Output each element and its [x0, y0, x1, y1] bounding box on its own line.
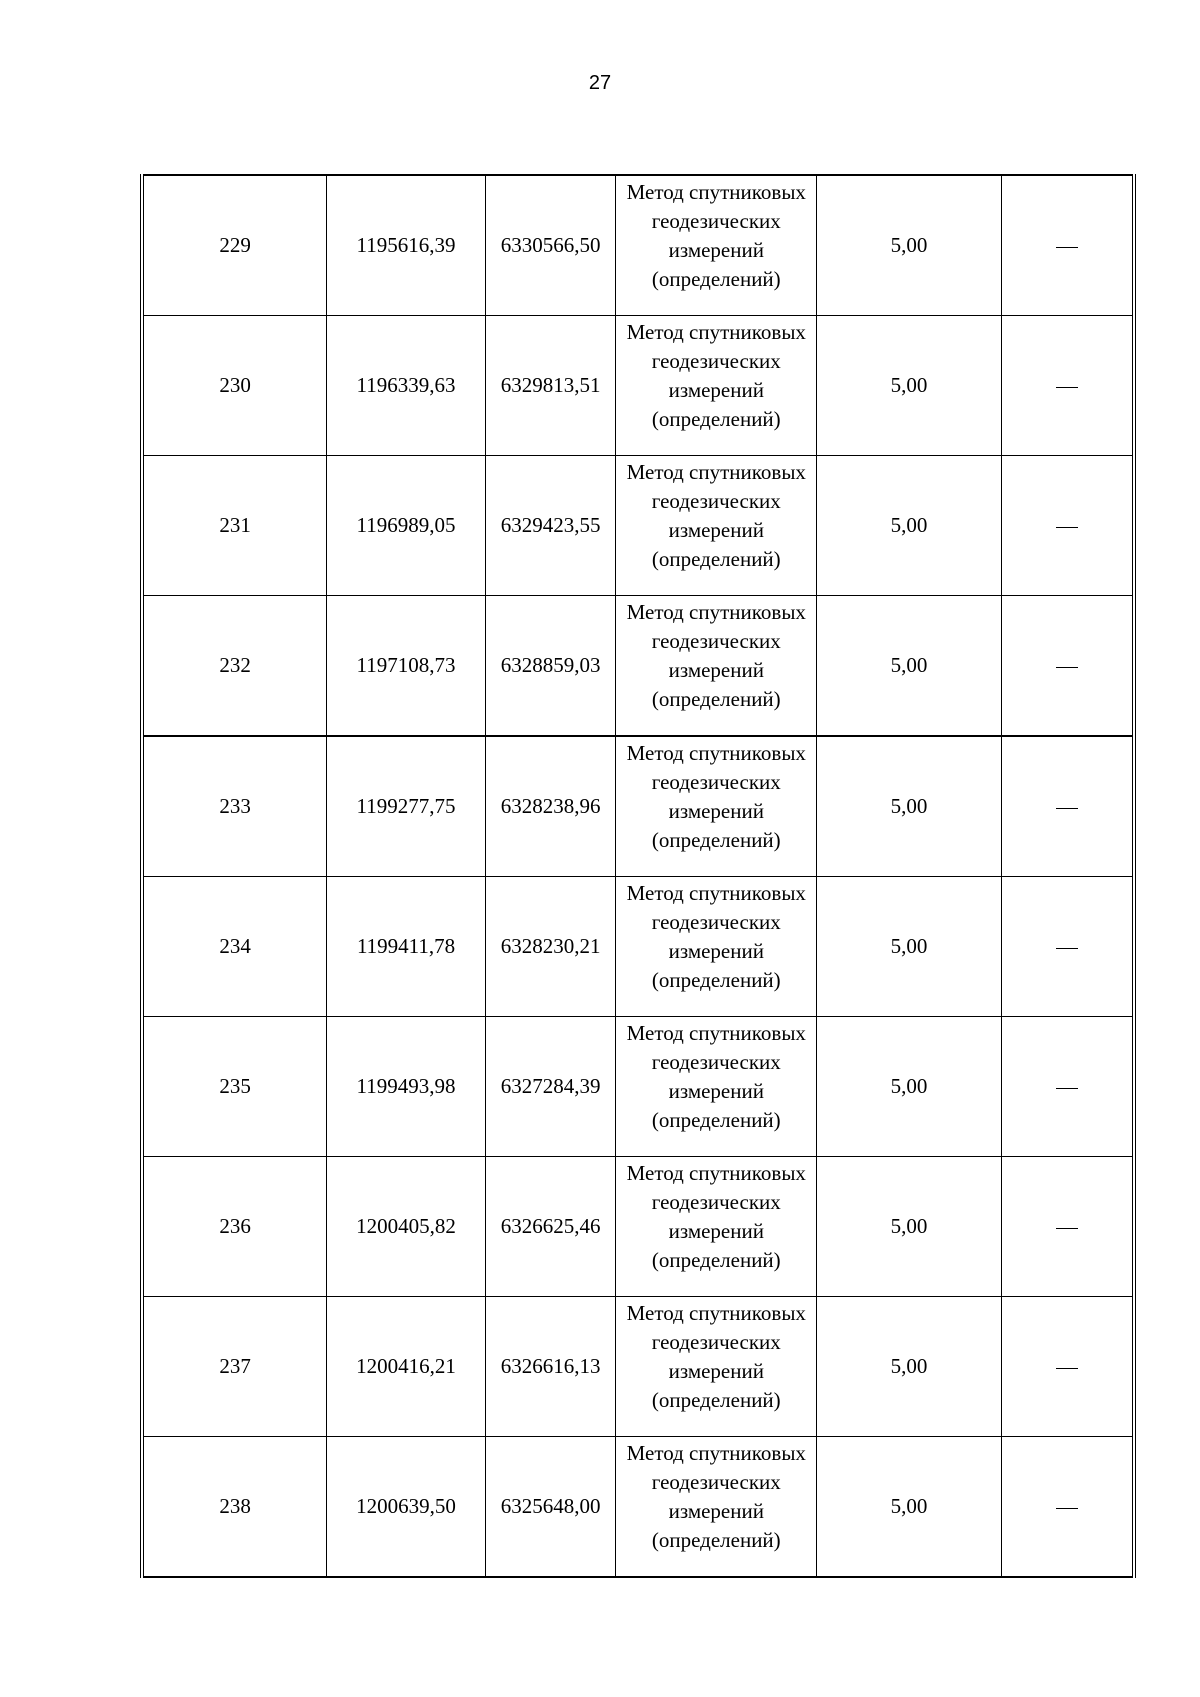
method-description: Метод спутниковых геодезических измерений (определений)	[616, 1017, 817, 1157]
method-description: Метод спутниковых геодезических измерений (определений)	[616, 175, 817, 316]
accuracy-value: 5,00	[817, 736, 1002, 877]
coordinate-x: 1199411,78	[327, 877, 486, 1017]
coordinate-y: 6326625,46	[485, 1157, 616, 1297]
coordinates-table-wrapper	[140, 174, 1136, 1578]
note-cell	[1001, 736, 1134, 877]
note-cell	[1001, 877, 1134, 1017]
point-number: 232	[142, 596, 327, 737]
dash-mark	[1056, 1228, 1078, 1229]
coordinate-x: 1200639,50	[327, 1437, 486, 1578]
note-cell	[1001, 175, 1134, 316]
dash-mark	[1056, 667, 1078, 668]
table-row	[142, 316, 1134, 456]
coordinate-y: 6328238,96	[485, 736, 616, 877]
method-description: Метод спутниковых геодезических измерений (определений)	[616, 1297, 817, 1437]
table-row	[142, 175, 1134, 316]
accuracy-value: 5,00	[817, 175, 1002, 316]
point-number: 233	[142, 736, 327, 877]
coordinate-x: 1200416,21	[327, 1297, 486, 1437]
method-description: Метод спутниковых геодезических измерений (определений)	[616, 316, 817, 456]
note-cell	[1001, 596, 1134, 737]
accuracy-value: 5,00	[817, 316, 1002, 456]
table-row	[142, 596, 1134, 737]
dash-mark	[1056, 808, 1078, 809]
method-description: Метод спутниковых геодезических измерений (определений)	[616, 736, 817, 877]
accuracy-value: 5,00	[817, 456, 1002, 596]
dash-mark	[1056, 948, 1078, 949]
dash-mark	[1056, 1508, 1078, 1509]
table-row	[142, 877, 1134, 1017]
note-cell	[1001, 316, 1134, 456]
method-description: Метод спутниковых геодезических измерений (определений)	[616, 456, 817, 596]
note-cell	[1001, 456, 1134, 596]
table-row	[142, 1157, 1134, 1297]
point-number: 230	[142, 316, 327, 456]
method-description: Метод спутниковых геодезических измерений (определений)	[616, 877, 817, 1017]
page-number: 27	[588, 72, 612, 94]
accuracy-value: 5,00	[817, 877, 1002, 1017]
coordinates-table	[140, 174, 1136, 1578]
coordinate-x: 1196339,63	[327, 316, 486, 456]
dash-mark	[1056, 247, 1078, 248]
note-cell	[1001, 1017, 1134, 1157]
coordinate-x: 1197108,73	[327, 596, 486, 737]
coordinate-y: 6329813,51	[485, 316, 616, 456]
dash-mark	[1056, 387, 1078, 388]
table-row	[142, 1297, 1134, 1437]
coordinate-x: 1195616,39	[327, 175, 486, 316]
coordinate-y: 6329423,55	[485, 456, 616, 596]
accuracy-value: 5,00	[817, 1297, 1002, 1437]
note-cell	[1001, 1437, 1134, 1578]
point-number: 237	[142, 1297, 327, 1437]
point-number: 231	[142, 456, 327, 596]
coordinate-y: 6330566,50	[485, 175, 616, 316]
method-description: Метод спутниковых геодезических измерений (определений)	[616, 1437, 817, 1578]
coordinate-x: 1199277,75	[327, 736, 486, 877]
method-description: Метод спутниковых геодезических измерений (определений)	[616, 1157, 817, 1297]
coordinate-y: 6325648,00	[485, 1437, 616, 1578]
accuracy-value: 5,00	[817, 1017, 1002, 1157]
coordinate-x: 1200405,82	[327, 1157, 486, 1297]
accuracy-value: 5,00	[817, 1157, 1002, 1297]
point-number: 234	[142, 877, 327, 1017]
note-cell	[1001, 1297, 1134, 1437]
accuracy-value: 5,00	[817, 596, 1002, 737]
point-number: 229	[142, 175, 327, 316]
coordinate-y: 6328230,21	[485, 877, 616, 1017]
point-number: 236	[142, 1157, 327, 1297]
table-row	[142, 1017, 1134, 1157]
table-row	[142, 1437, 1134, 1578]
coordinate-y: 6327284,39	[485, 1017, 616, 1157]
point-number: 238	[142, 1437, 327, 1578]
table-row	[142, 736, 1134, 877]
dash-mark	[1056, 527, 1078, 528]
method-description: Метод спутниковых геодезических измерений (определений)	[616, 596, 817, 737]
dash-mark	[1056, 1088, 1078, 1089]
coordinate-y: 6326616,13	[485, 1297, 616, 1437]
coordinate-y: 6328859,03	[485, 596, 616, 737]
note-cell	[1001, 1157, 1134, 1297]
dash-mark	[1056, 1368, 1078, 1369]
accuracy-value: 5,00	[817, 1437, 1002, 1578]
coordinate-x: 1196989,05	[327, 456, 486, 596]
table-row	[142, 456, 1134, 596]
coordinate-x: 1199493,98	[327, 1017, 486, 1157]
point-number: 235	[142, 1017, 327, 1157]
